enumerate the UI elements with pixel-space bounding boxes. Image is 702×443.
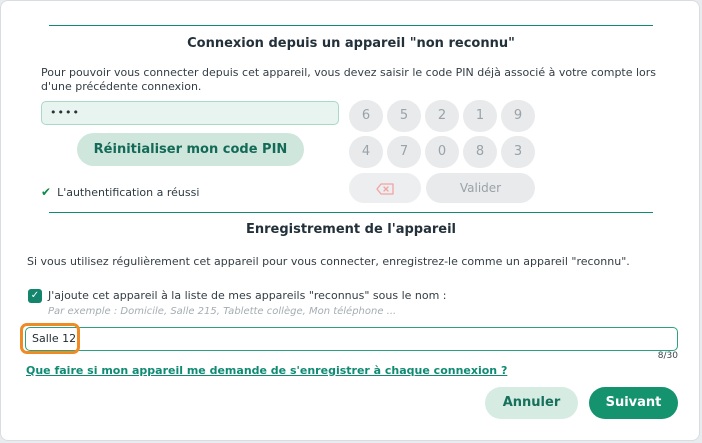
connexion-description: Pour pouvoir vous connecter depuis cet appareil, vous devez saisir le code PIN déjà associé à votre compte lors d'une précédente connexion. bbox=[41, 66, 657, 93]
keypad-key[interactable]: 2 bbox=[425, 100, 459, 132]
backspace-button[interactable] bbox=[349, 173, 421, 203]
keypad-key[interactable]: 6 bbox=[349, 100, 383, 132]
reset-pin-button[interactable]: Réinitialiser mon code PIN bbox=[77, 133, 304, 166]
connexion-title: Connexion depuis un appareil "non reconnu" bbox=[187, 36, 515, 51]
enregistrement-description: Si vous utilisez régulièrement cet appareil pour vous connecter, enregistrez-le comme un appareil "reconnu". bbox=[27, 255, 630, 268]
pin-input[interactable]: •••• bbox=[41, 101, 339, 125]
next-button[interactable]: Suivant bbox=[589, 387, 678, 419]
help-link[interactable]: Que faire si mon appareil me demande de s'enregistrer à chaque connexion ? bbox=[26, 364, 508, 377]
keypad-key[interactable]: 5 bbox=[387, 100, 421, 132]
char-counter: 8/30 bbox=[657, 351, 678, 361]
keypad-key[interactable]: 8 bbox=[463, 136, 497, 168]
keypad-key[interactable]: 4 bbox=[349, 136, 383, 168]
device-name-example: Par exemple : Domicile, Salle 215, Tablette collège, Mon téléphone ... bbox=[48, 306, 397, 317]
enregistrement-title: Enregistrement de l'appareil bbox=[245, 222, 457, 237]
backspace-icon bbox=[376, 183, 394, 195]
top-divider bbox=[49, 25, 653, 26]
keypad-key[interactable]: 0 bbox=[425, 136, 459, 168]
keypad-key[interactable]: 3 bbox=[501, 136, 535, 168]
register-checkbox-label: J'ajoute cet appareil à la liste de mes appareils "reconnus" sous le nom : bbox=[48, 289, 447, 302]
keypad-key[interactable]: 9 bbox=[501, 100, 535, 132]
keypad-key[interactable]: 1 bbox=[463, 100, 497, 132]
keypad-key[interactable]: 7 bbox=[387, 136, 421, 168]
middle-divider bbox=[49, 212, 653, 213]
auth-status bbox=[41, 185, 199, 199]
device-name-input[interactable]: Salle 12 bbox=[25, 327, 678, 351]
focus-highlight bbox=[20, 323, 80, 354]
register-checkbox[interactable]: ✓ bbox=[28, 289, 42, 303]
cancel-button[interactable]: Annuler bbox=[485, 387, 578, 419]
validate-button[interactable]: Valider bbox=[426, 173, 535, 203]
auth-status-text: L'authentification a réussi bbox=[57, 186, 200, 199]
check-icon: ✔ bbox=[41, 185, 52, 199]
